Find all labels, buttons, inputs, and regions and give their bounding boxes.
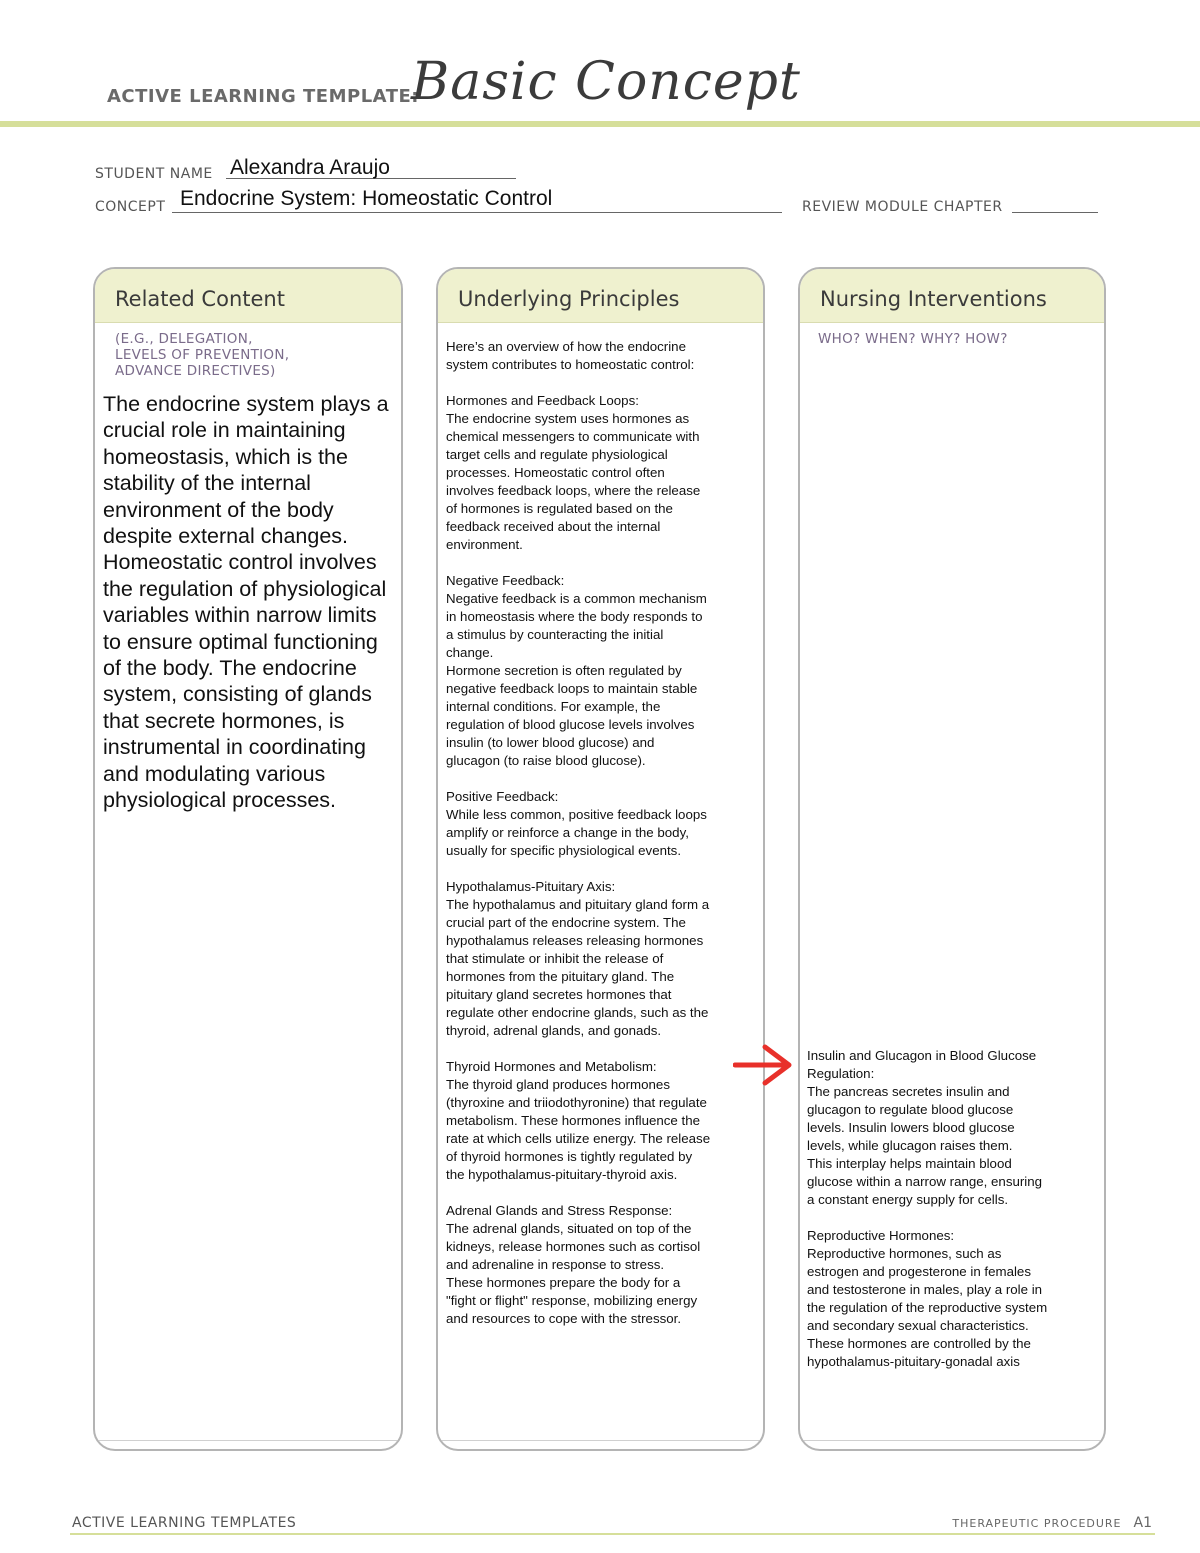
- arrow-right-icon: [733, 1043, 795, 1087]
- nursing-interventions-panel: [798, 267, 1106, 1451]
- student-name-value[interactable]: Alexandra Araujo: [230, 156, 390, 179]
- student-name-label: STUDENT NAME: [95, 166, 213, 182]
- related-content-title: Related Content: [95, 269, 401, 323]
- concept-line: [172, 212, 782, 213]
- underlying-principles-title: Underlying Principles: [438, 269, 763, 323]
- nursing-interventions-subtitle: WHO? WHEN? WHY? HOW?: [818, 331, 1008, 347]
- underlying-principles-body[interactable]: Here’s an overview of how the endocrine system contributes to homeostatic control: Hormones and Feedback Loops: The endocrine system uses hormones as chemical messengers to communicate with target cells and regulate physiological processes. Homeostatic control often involves feedback loops, where the release of hormones is regulated based on the feedback received about the internal environment. Negative Feedback: Negative feedback is a common mechanism in homeostasis where the body responds to a stimulus by counteracting the initial change. Hormone secretion is often regulated by negative feedback loops to maintain stable internal conditions. For example, the regulation of blood glucose levels involves insulin (to lower blood glucose) and glucagon (to raise blood glucose). Positive Feedback: While less common, positive feedback loops amplify or reinforce a change in the body, usually for specific physiological events. Hypothalamus-Pituitary Axis: The hypothalamus and pituitary gland form a crucial part of the endocrine system. The hypothalamus releases releasing hormones that stimulate or inhibit the release of hormones from the pituitary gland. The pituitary gland secretes hormones that regulate other endocrine glands, such as the thyroid, adrenal glands, and gonads. Thyroid Hormones and Metabolism: The thyroid gland produces hormones (thyroxine and triiodothyronine) that regulate metabolism. These hormones influence the rate at which cells utilize energy. The release of thyroid hormones is tightly regulated by the hypothalamus-pituitary-thyroid axis. Adrenal Glands and Stress Response: The adrenal glands, situated on top of the kidneys, release hormones such as cortisol and adrenaline in response to stress. These hormones prepare the body for a "fight or flight" response, mobilizing energy and resources to cope with the stressor.: [446, 339, 711, 1326]
- nursing-interventions-title: Nursing Interventions: [800, 269, 1104, 323]
- related-content-body[interactable]: The endocrine system plays a crucial role in maintaining homeostasis, which is the stability of the internal environment of the body despite external changes. Homeostatic control involves the regulation of physiological variables within narrow limits to ensure optimal functioning of the body. The endocrine system, consisting of glands that secrete hormones, is instrumental in coordinating and modulating various physiological processes.: [103, 392, 389, 813]
- footer-left-label: ACTIVE LEARNING TEMPLATES: [72, 1515, 297, 1531]
- nursing-interventions-body[interactable]: Insulin and Glucagon in Blood Glucose Regulation: The pancreas secretes insulin and glucagon to regulate blood glucose levels. Insulin lowers blood glucose levels, while glucagon raises them. This interplay helps maintain blood glucose within a narrow range, ensuring a constant energy supply for cells. Reproductive Hormones: Reproductive hormones, such as estrogen and progesterone in females and testosterone in males, play a role in the regulation of the reproductive system and secondary sexual characteristics. These hormones are controlled by the hypothalamus-pituitary-gonadal axis: [807, 1048, 1048, 1369]
- page-header: [0, 0, 1200, 130]
- template-label: ACTIVE LEARNING TEMPLATE:: [107, 86, 419, 107]
- underlying-principles-panel: [436, 267, 765, 1451]
- concept-value[interactable]: Endocrine System: Homeostatic Control: [180, 187, 553, 210]
- footer-divider: [70, 1533, 1155, 1535]
- template-title: Basic Concept: [411, 52, 801, 112]
- footer-procedure-label: THERAPEUTIC PROCEDURE: [952, 1517, 1122, 1530]
- concept-label: CONCEPT: [95, 199, 166, 215]
- footer-page-number: A1: [1133, 1515, 1152, 1531]
- footer-right-label: [952, 1515, 1152, 1531]
- related-content-subtitle: (E.G., DELEGATION, LEVELS OF PREVENTION, ADVANCE DIRECTIVES): [115, 331, 290, 379]
- header-divider: [0, 121, 1200, 127]
- related-content-panel: [93, 267, 403, 1451]
- review-module-chapter-label: REVIEW MODULE CHAPTER: [802, 199, 1003, 215]
- review-module-chapter-field[interactable]: [1012, 212, 1098, 213]
